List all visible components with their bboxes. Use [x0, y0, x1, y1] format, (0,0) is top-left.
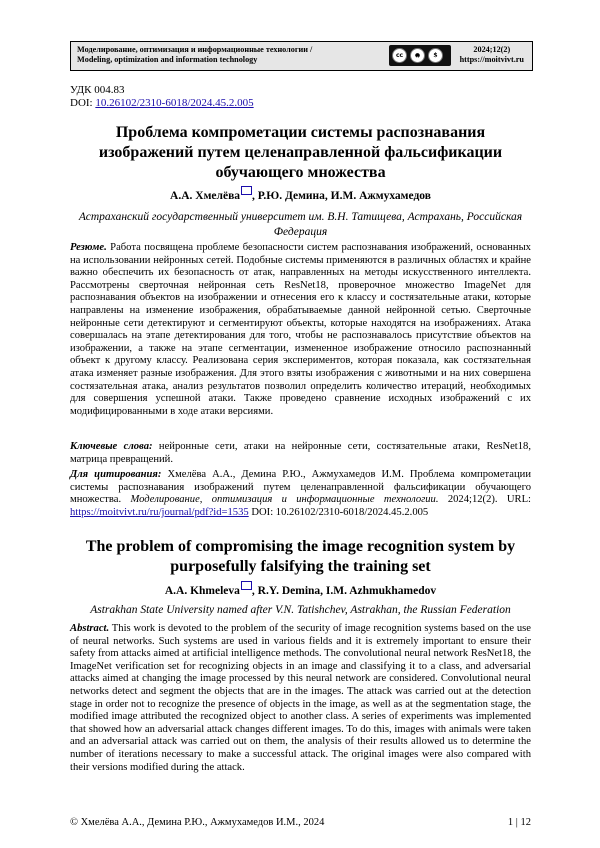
license-by-label: BY [412, 57, 419, 62]
en-title: The problem of compromising the image recognition system by purposefully falsifying the training set [85, 538, 516, 575]
footer-page-number: 1 | 12 [507, 817, 531, 828]
journal-issue: 2024;12(2) [473, 45, 511, 54]
envelope-icon[interactable] [241, 581, 252, 590]
nc-dollar-icon: $ [428, 48, 443, 63]
journal-site-link[interactable]: https://moitvivt.ru [459, 55, 524, 64]
journal-name-en: Modeling, optimization and information technology [77, 55, 258, 64]
en-authors [70, 585, 531, 597]
doi-link[interactable]: 10.26102/2310-6018/2024.45.2.005 [95, 97, 254, 109]
en-authors-rest: , R.Y. Demina, I.M. Azhmukhamedov [251, 585, 437, 597]
ru-title: Проблема компрометации системы распознавания изображений путем целенаправленной фальсификации обучающего множества [98, 124, 503, 181]
footer-copyright: © Хмелёва А.А., Демина Р.Ю., Ажмухамедов И.М., 2024 [70, 817, 325, 828]
license-nc-label: NC [430, 57, 438, 62]
ru-cite-journal: Моделирование, оптимизация и информационные технологии. [130, 494, 439, 506]
en-author-1: A.A. Khmeleva [164, 585, 240, 597]
ru-affiliation: Астраханский государственный университет им. В.Н. Татищева, Астрахань, Российская Федерация [78, 211, 523, 238]
journal-name-ru: Моделирование, оптимизация и информационные технологии / [77, 45, 313, 54]
envelope-icon[interactable] [241, 186, 252, 195]
ru-authors-rest: , Р.Ю. Демина, И.М. Ажмухамедов [252, 190, 431, 202]
ru-cite-doi: DOI: 10.26102/2310-6018/2024.45.2.005 [251, 506, 429, 518]
journal-name [77, 45, 312, 65]
ru-author-1: А.А. Хмелёва [170, 190, 241, 202]
en-abstract-text: This work is devoted to the problem of the security of image recognition systems based on the use of neural networks. Such systems are used in various fields and it is extremely important to ensure their safety from attacks aimed at artificial intelligence methods. The convolutional neural network ResNet18, the ImageNet verification set for recognizing objects in an image and classifying it to a class, and adversarial attacks aimed at changing the image processed by this neural network are considered. Convolutional neural networks detect and segment the objects that are in the images. The attack was carried out at the detection stage in order not to recognize the presence of objects in the image, as well as at the segmentation stage, the modified image attributed the recognized object to another class. A series of experiments was implemented that showed how an adversarial attack changes different images. To do this, images with animals were taken and an adversarial attack was carried out on them, the analysis of their results allowed us to determine the number of iterations necessary to make a successful attack. The original images were also compared with their versions modified during the attack. [70, 623, 531, 773]
by-person-icon: ● [410, 48, 425, 63]
cc-license-badge[interactable] [389, 45, 451, 66]
ru-cite-url[interactable]: https://moitvivt.ru/ru/journal/pdf?id=1535 [70, 506, 249, 518]
ru-keywords-label: Ключевые слова: [70, 441, 153, 452]
ru-keywords [70, 441, 531, 466]
udk-code: УДК 004.83 [70, 84, 125, 96]
ru-cite-text: Хмелёва А.А., Демина Р.Ю., Ажмухамедов И.М. Проблема компрометации системы распознавания изображений путем целенаправленной фальсификации обучающего множества. [70, 469, 531, 506]
ru-cite-issue: 2024;12(2). URL: [447, 494, 532, 506]
ru-abstract [70, 242, 531, 418]
ru-abstract-label: Резюме. [70, 242, 107, 253]
journal-issue-info [460, 45, 524, 65]
doi-label: DOI: [70, 97, 93, 109]
ru-abstract-text: Работа посвящена проблеме безопасности систем распознавания изображений, основанных на использовании нейронных сетей. Подобные системы применяются в различных областях и крайне важно обеспечить их безопасность от атак, направленных на методы искусственного интеллекта. Рассмотрены сверточная нейронная сеть ResNet18, проверочное множество ImageNet для распознавания объектов на изображении и отнесения его к классу и состязательные атаки, которые направлены на изменение изображения, обрабатываемые данной нейронной сетью. Сверточные нейронные сети детектируют и сегментируют объекты, которые находятся на изображениях. Атака совершалась на этапе детектирования для того, чтобы не распознавалось присутствие объектов на изображении, а также на этапе сегментации, измененное изображение относило распознанный объект к другому классу. Реализована серия экспериментов, которая показала, как состязательная атака изменяет разные изображения. Для этого взяты изображения с животными и на них совершена состязательная атака, анализ результатов позволил определить количество итераций, необходимых для совершения успешной атаки. Также проведено сравнение исходных изображений с их модифицированными в ходе атаки версиями. [70, 242, 531, 417]
cc-icon: cc [392, 48, 407, 63]
ru-cite-label: Для цитирования: [70, 469, 162, 480]
ru-authors [70, 190, 531, 202]
doi-line [70, 97, 254, 109]
en-abstract-label: Abstract. [70, 623, 110, 634]
ru-keywords-text: нейронные сети, атаки на нейронные сети, состязательные атаки, ResNet18, матрица превращений. [70, 441, 531, 465]
ru-citation [70, 469, 531, 519]
en-affiliation: Astrakhan State University named after V.N. Tatishchev, Astrakhan, the Russian Federation [90, 604, 511, 616]
journal-header [70, 41, 533, 71]
en-abstract [70, 623, 531, 774]
